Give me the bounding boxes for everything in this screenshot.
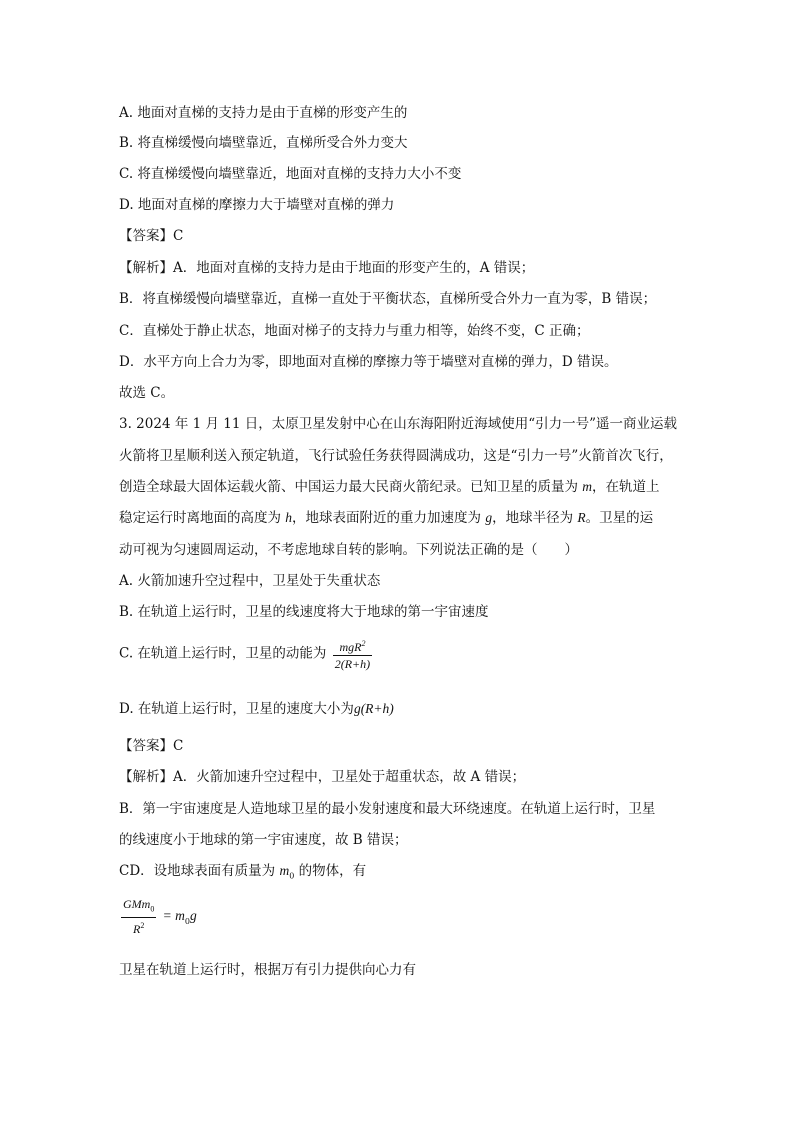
prev-analysis-b: B．将直梯缓慢向墙壁靠近，直梯一直处于平衡状态，直梯所受合外力一直为零，B 错误； [119,291,657,307]
prev-option-d: D. 地面对直梯的摩擦力大于墙壁对直梯的弹力 [119,197,395,213]
speed-expression: g(R+h) [353,701,394,716]
q3-analysis-b1: B．第一宇宙速度是人造地球卫星的最小发射速度和最大环绕速度。在轨道上运行时，卫星 [119,801,656,817]
q3-stem-line3: 创造全球最大固体运载火箭、中国运力最大民商火箭纪录。已知卫星的质量为 m，在轨道上 [119,479,660,495]
q3-option-a: A. 火箭加速升空过程中，卫星处于失重状态 [119,573,381,589]
gravity-equation: $\frac{GMm_0}{R^2}$ = $m_0g$ [123,897,197,937]
q3-analysis-cd: CD．设地球表面有质量为 $m_0$ 的物体，有 [119,863,367,881]
var-R: R [577,510,586,525]
prev-option-c: C. 将直梯缓慢向墙壁靠近，地面对直梯的支持力大小不变 [119,166,462,182]
prev-conclusion: 故选 C。 [119,385,175,401]
var-h: h [285,510,293,525]
q3-last-line: 卫星在轨道上运行时，根据万有引力提供向心力有 [119,962,416,978]
prev-option-a: A. 地面对直梯的支持力是由于直梯的形变产生的 [119,105,408,121]
q3-stem-line1: 3. 2024 年 1 月 11 日，太原卫星发射中心在山东海阳附近海域使用“引力一号”遥一商业运载 [119,416,678,432]
kinetic-energy-fraction: $\frac{mgR^2}{2(R+h)}$ [334,639,371,671]
q3-stem-line2: 火箭将卫星顺利送入预定轨道，飞行试验任务获得圆满成功，这是“引力一号”火箭首次飞行， [119,448,673,464]
var-m: m [582,479,593,494]
prev-option-b: B. 将直梯缓慢向墙壁靠近，直梯所受合外力变大 [119,135,408,151]
q3-option-b: B. 在轨道上运行时，卫星的线速度将大于地球的第一宇宙速度 [119,604,489,620]
prev-analysis-a: 【解析】A．地面对直梯的支持力是由于地面的形变产生的，A 错误； [119,260,535,276]
q3-analysis-b2: 的线速度小于地球的第一宇宙速度，故 B 错误； [119,832,408,848]
prev-analysis-d: D．水平方向上合力为零，即地面对直梯的摩擦力等于墙壁对直梯的弹力，D 错误。 [119,354,618,370]
prev-answer: 【答案】C [119,228,184,244]
var-g: g [485,510,493,525]
q3-answer: 【答案】C [119,738,184,754]
prev-analysis-c: C．直梯处于静止状态，地面对梯子的支持力与重力相等，始终不变，C 正确； [119,323,590,339]
q3-analysis-a: 【解析】A．火箭加速升空过程中，卫星处于超重状态，故 A 错误； [119,769,526,785]
q3-option-d: D. 在轨道上运行时，卫星的速度大小为g(R+h) [119,701,394,717]
q3-stem-line4: 稳定运行时离地面的高度为 h，地球表面附近的重力加速度为 g，地球半径为 R。卫星的运 [119,510,654,526]
q3-stem-line5: 动可视为匀速圆周运动，不考虑地球自转的影响。下列说法正确的是（ ） [119,542,578,558]
gravity-fraction: $\frac{GMm_0}{R^2}$ [123,897,155,937]
q3-option-c: C. 在轨道上运行时，卫星的动能为 $\frac{mgR^2}{2(R+h)}$ [119,639,371,671]
